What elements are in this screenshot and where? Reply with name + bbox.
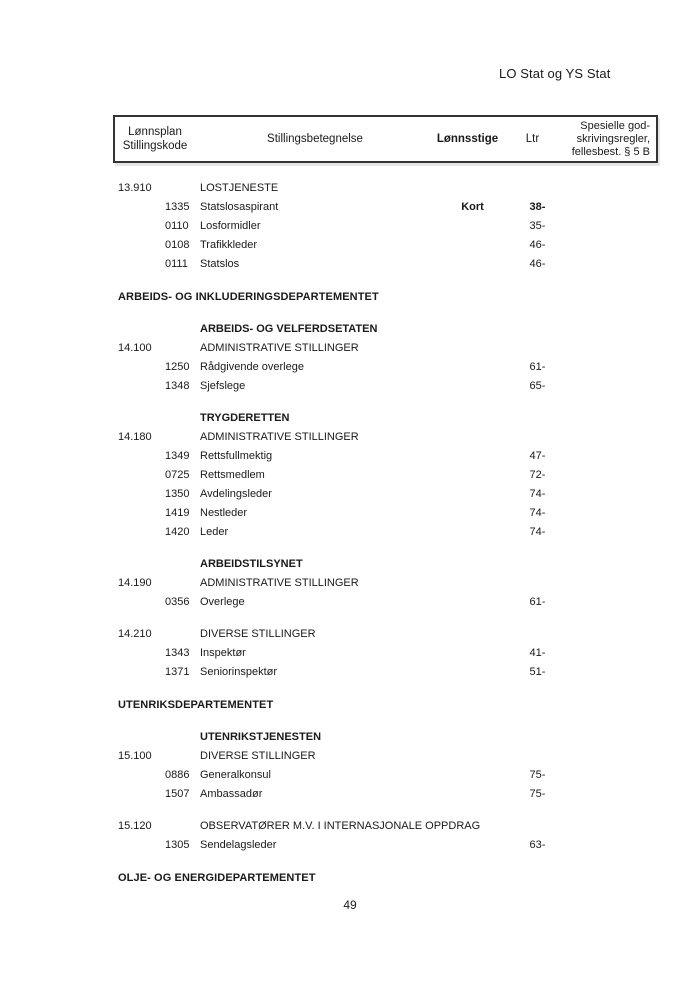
ltr-value: 74- (529, 488, 546, 500)
stillingskode: 0108 (165, 239, 190, 251)
stillingskode: 1349 (165, 450, 190, 462)
position-row (0, 377, 700, 396)
position-row (0, 485, 700, 504)
position-row (0, 644, 700, 663)
stillingsbetegnelse: Seniorinspektør (200, 666, 278, 678)
agency-heading: TRYGDERETTEN (200, 412, 290, 424)
ltr-value: 61- (529, 596, 546, 608)
department-heading-row (0, 288, 700, 307)
agency-heading-row (0, 320, 700, 339)
ltr-value: 46- (529, 258, 546, 270)
group-title: DIVERSE STILLINGER (200, 628, 316, 640)
stillingsbetegnelse: Losformidler (200, 220, 261, 232)
ltr-value: 74- (529, 507, 546, 519)
column-header-spesielle (565, 120, 656, 159)
column-header-spesielle-line3: fellesbest. § 5 B (571, 145, 650, 158)
position-row (0, 593, 700, 612)
department-heading-row (0, 696, 700, 715)
position-row (0, 236, 700, 255)
table-body (0, 179, 700, 888)
position-row (0, 766, 700, 785)
department-heading: UTENRIKSDEPARTEMENTET (118, 699, 274, 711)
ltr-value: 46- (529, 239, 546, 251)
page-number: 49 (343, 898, 357, 912)
stillingskode: 1419 (165, 507, 190, 519)
group-title: ADMINISTRATIVE STILLINGER (200, 342, 359, 354)
lonnsplan-code: 13.910 (118, 182, 152, 194)
stillingsbetegnelse: Generalkonsul (200, 769, 271, 781)
stillingsbetegnelse: Leder (200, 526, 229, 538)
stillingsbetegnelse: Nestleder (200, 507, 248, 519)
ltr-value: 51- (529, 666, 546, 678)
ltr-value: 75- (529, 769, 546, 781)
stillingskode: 1343 (165, 647, 190, 659)
stillingsbetegnelse: Rettsfullmektig (200, 450, 273, 462)
stillingsbetegnelse: Overlege (200, 596, 245, 608)
group-title: LOSTJENESTE (200, 182, 279, 194)
plan-group-row (0, 625, 700, 644)
stillingskode: 1420 (165, 526, 190, 538)
ltr-value: 47- (529, 450, 546, 462)
stillingskode: 0111 (165, 258, 188, 270)
ltr-value: 35- (529, 220, 546, 232)
stillingsbetegnelse: Sjefslege (200, 380, 246, 392)
position-row (0, 836, 700, 855)
document-header-right: LO Stat og YS Stat (499, 66, 611, 81)
stillingskode: 1350 (165, 488, 190, 500)
plan-group-row (0, 339, 700, 358)
group-title: OBSERVATØRER M.V. I INTERNASJONALE OPPDRAG (200, 820, 481, 832)
position-row (0, 466, 700, 485)
position-row (0, 523, 700, 542)
stillingsbetegnelse: Rådgivende overlege (200, 361, 304, 373)
ltr-value: 74- (529, 526, 546, 538)
agency-heading: UTENRIKSTJENESTEN (200, 731, 322, 743)
group-title: DIVERSE STILLINGER (200, 750, 316, 762)
ltr-value: 63- (529, 839, 546, 851)
position-row (0, 198, 700, 217)
ltr-value: 72- (529, 469, 546, 481)
stillingsbetegnelse: Rettsmedlem (200, 469, 265, 481)
stillingskode: 1507 (165, 788, 190, 800)
stillingskode: 0886 (165, 769, 190, 781)
agency-heading: ARBEIDSTILSYNET (200, 558, 303, 570)
department-heading: ARBEIDS- OG INKLUDERINGSDEPARTEMENTET (118, 291, 379, 303)
stillingsbetegnelse: Inspektør (200, 647, 246, 659)
stillingskode: 1335 (165, 201, 190, 213)
lonnsstige-value: Kort (461, 201, 484, 213)
stillingsbetegnelse: Ambassadør (200, 788, 263, 800)
plan-group-row (0, 747, 700, 766)
column-header-lonnsstige: Lønnsstige (436, 133, 499, 145)
column-header-lonnsplan: Lønnsplan (128, 126, 182, 138)
agency-heading-row (0, 555, 700, 574)
table-header (113, 115, 658, 163)
ltr-value: 75- (529, 788, 546, 800)
position-row (0, 447, 700, 466)
column-header-stillingsbetegnelse: Stillingsbetegnelse (267, 133, 363, 145)
position-row (0, 217, 700, 236)
column-header-spesielle-line1: Spesielle god- (580, 119, 650, 132)
stillingskode: 0356 (165, 596, 190, 608)
lonnsplan-code: 15.100 (118, 750, 152, 762)
column-header-lonnsplan-stillingskode (115, 125, 195, 153)
stillingskode: 1348 (165, 380, 190, 392)
agency-heading: ARBEIDS- OG VELFERDSETATEN (200, 323, 378, 335)
group-title: ADMINISTRATIVE STILLINGER (200, 431, 359, 443)
ltr-value: 38- (529, 201, 546, 213)
stillingskode: 0110 (165, 220, 189, 232)
group-title: ADMINISTRATIVE STILLINGER (200, 577, 359, 589)
column-header-ltr: Ltr (525, 133, 540, 145)
position-row (0, 358, 700, 377)
lonnsplan-code: 14.210 (118, 628, 152, 640)
column-header-stillingskode: Stillingskode (122, 140, 188, 152)
ltr-value: 65- (529, 380, 546, 392)
stillingsbetegnelse: Sendelagsleder (200, 839, 277, 851)
stillingsbetegnelse: Statslos (200, 258, 240, 270)
stillingsbetegnelse: Statslosaspirant (200, 201, 279, 213)
plan-group-row (0, 428, 700, 447)
lonnsplan-code: 14.100 (118, 342, 152, 354)
position-row (0, 663, 700, 682)
stillingskode: 1250 (165, 361, 190, 373)
stillingsbetegnelse: Avdelingsleder (200, 488, 272, 500)
column-header-spesielle-line2: skrivingsregler, (576, 132, 650, 145)
stillingskode: 0725 (165, 469, 190, 481)
plan-group-row (0, 574, 700, 593)
position-row (0, 504, 700, 523)
position-row (0, 785, 700, 804)
ltr-value: 41- (529, 647, 546, 659)
plan-group-row (0, 179, 700, 198)
stillingsbetegnelse: Trafikkleder (200, 239, 258, 251)
lonnsplan-code: 14.190 (118, 577, 152, 589)
agency-heading-row (0, 728, 700, 747)
stillingskode: 1305 (165, 839, 190, 851)
stillingskode: 1371 (165, 666, 190, 678)
department-heading: OLJE- OG ENERGIDEPARTEMENTET (118, 872, 316, 884)
lonnsplan-code: 14.180 (118, 431, 152, 443)
position-row (0, 255, 700, 274)
ltr-value: 61- (529, 361, 546, 373)
agency-heading-row (0, 409, 700, 428)
lonnsplan-code: 15.120 (118, 820, 152, 832)
department-heading-row (0, 869, 700, 888)
plan-group-row (0, 817, 700, 836)
